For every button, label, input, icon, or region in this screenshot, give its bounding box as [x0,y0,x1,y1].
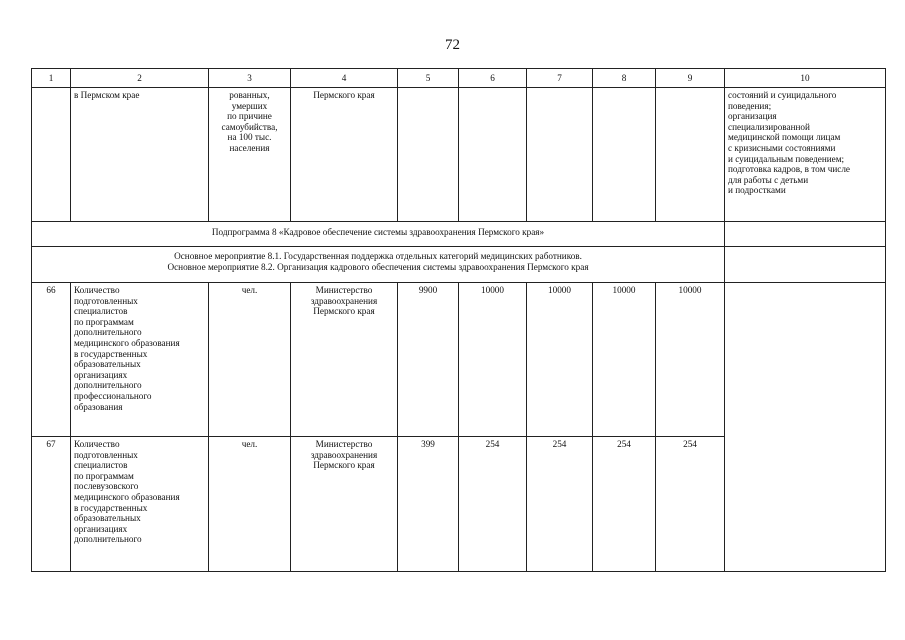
header-cell: 5 [398,69,459,88]
value-cell: 10000 [459,283,527,437]
indicator-name-cell: Количество подготовленных специалистов по программам послевузовского медицинского образования в государственных образовательных организациях дополнительного [71,437,209,572]
value-cell: 10000 [656,283,725,437]
indicator-name-cell: Количество подготовленных специалистов по программам дополнительного медицинского образования в государственных образовательных организациях дополнительного профессионального образования [71,283,209,437]
table-cell [32,88,71,222]
unit-cell: чел. [209,283,291,437]
row-number: 67 [32,437,71,572]
table-cell [725,247,886,283]
subprogram-row [32,222,886,247]
header-cell: 4 [291,69,398,88]
page-number: 72 [445,37,460,53]
value-cell: 399 [398,437,459,572]
continuation-row [32,88,886,222]
header-cell: 7 [527,69,593,88]
header-cell: 3 [209,69,291,88]
table-cell [398,88,459,222]
table-cell [459,88,527,222]
header-row [32,69,886,88]
main-measures [32,247,725,283]
header-cell: 9 [656,69,725,88]
value-cell: 10000 [527,283,593,437]
table-cell [725,222,886,247]
value-cell: 10000 [593,283,656,437]
unit-cell: чел. [209,437,291,572]
value-cell: 254 [527,437,593,572]
measures-cell: состояний и суицидального поведения; организация специализированной медицинской помощи лицам с кризисными состояниями и суицидальным поведением; подготовка кадров, в том числе для работы с детьми и подростками [725,88,886,222]
table-cell [656,88,725,222]
value-cell: 9900 [398,283,459,437]
value-cell: 254 [656,437,725,572]
header-cell: 6 [459,69,527,88]
table-cell [527,88,593,222]
table-cell [593,88,656,222]
row-number: 66 [32,283,71,437]
unit-cell: рованных, умерших по причине самоубийства, на 100 тыс. населения [209,88,291,222]
main-measure: Основное мероприятие 8.1. Государственная поддержка отдельных категорий медицинских работников. [174,251,582,261]
header-cell: 2 [71,69,209,88]
subprogram-title: Подпрограмма 8 «Кадровое обеспечение системы здравоохранения Пермского края» [32,222,725,247]
main-measure: Основное мероприятие 8.2. Организация кадрового обеспечения системы здравоохранения Пермского края [167,261,589,272]
value-cell: 254 [593,437,656,572]
table-row [32,283,886,437]
header-cell: 10 [725,69,886,88]
org-cell: Министерство здравоохранения Пермского края [291,283,398,437]
header-cell: 8 [593,69,656,88]
measures-row [32,247,886,283]
header-cell: 1 [32,69,71,88]
indicators-table [31,68,886,572]
org-cell: Министерство здравоохранения Пермского края [291,437,398,572]
indicator-name-cell: в Пермском крае [71,88,209,222]
org-cell: Пермского края [291,88,398,222]
table-cell [725,283,886,572]
value-cell: 254 [459,437,527,572]
